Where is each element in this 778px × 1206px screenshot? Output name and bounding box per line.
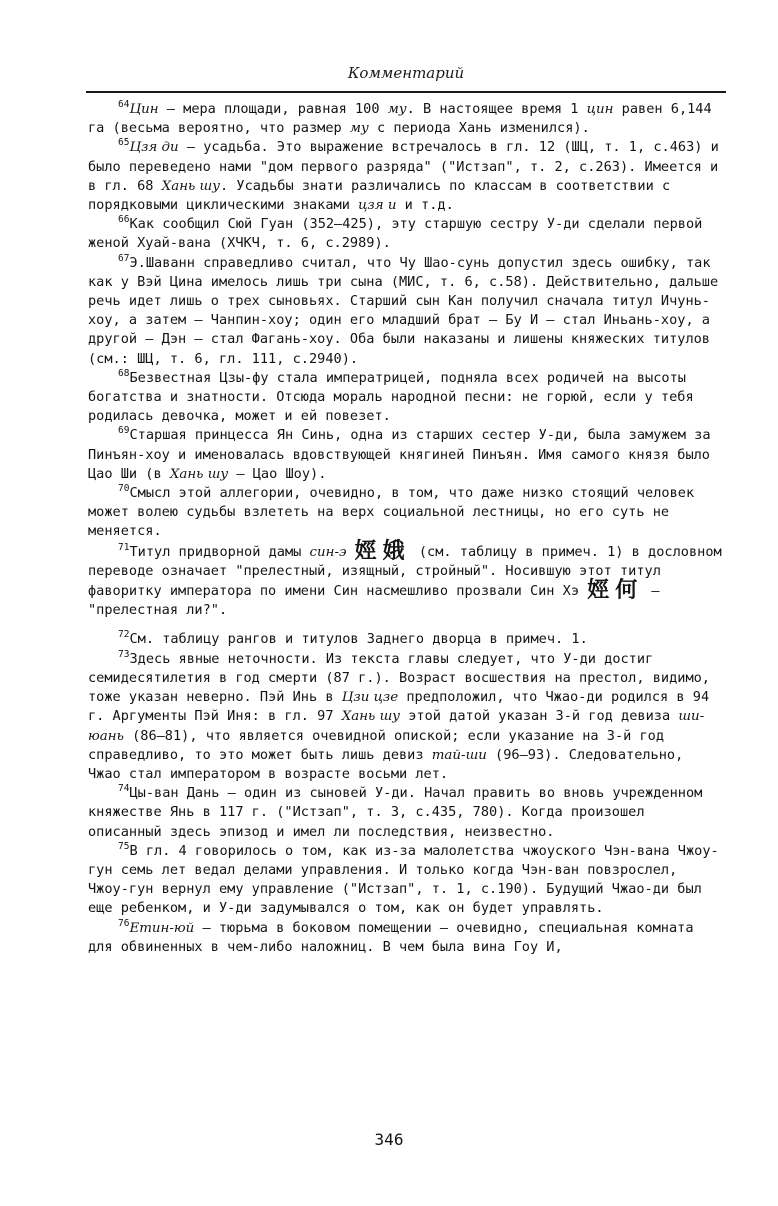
footnote-73 (88, 650, 724, 784)
term-italic: Хань шу (341, 709, 401, 725)
footnote-text: Смысл этой аллегории, очевидно, в том, что даже низко стоящий человек может волею судьбы взлететь на верх социальной лестницы, но его суть не меняется. (88, 485, 695, 540)
footnote-text: равен 6,144 га (весьма вероятно, что размер (88, 101, 712, 137)
footnote-text: и т.д. (396, 197, 454, 214)
footnote-text: (96—93). Следовательно, Чжао стал императором в возрасте восьми лет. (88, 746, 684, 782)
footnote-text: Старшая принцесса Ян Синь, одна из старших сестер У-ди, была замужем за Пинъян-хоу и именовалась вдовствующей княгиней Пинъян. Имя самого князя было Цао Ши (в (88, 427, 711, 482)
footnote-number: 74 (118, 783, 130, 795)
footnote-number: 76 (118, 917, 130, 929)
footnote-number: 64 (118, 99, 130, 110)
footnote-number: 66 (118, 214, 130, 226)
page-number: 346 (374, 1130, 404, 1149)
term-italic: ши-юань (88, 709, 705, 744)
footnote-text: Титул придворной дамы (129, 543, 310, 560)
footnote-text: Цы-ван Дань — один из сыновей У-ди. Начал править во вновь учрежденном княжестве Янь в 117 г. ("Истзап", т. 3, с.435, 780). Когда произошел описанный здесь эпизод и имел ли последствия, неизвестно. (88, 785, 703, 840)
footnote-64 (88, 100, 724, 138)
term-italic: тай-ши (431, 747, 487, 763)
commentary-body (88, 100, 724, 957)
footnote-number: 69 (118, 425, 130, 437)
term-italic: Цзя ди (129, 140, 179, 156)
footnote-66 (88, 215, 724, 253)
footnote-text: . Усадьбы знати различались по классам в соответствии с порядковыми циклическими знаками (88, 177, 671, 214)
footnote-text: См. таблицу рангов и титулов Заднего дворца в примеч. 1. (129, 631, 588, 648)
footnote-number: 72 (118, 629, 130, 641)
chinese-characters: 娙娥 (354, 537, 411, 564)
term-italic: Хань шу (169, 466, 229, 482)
term-italic: Цзи цзе (341, 690, 399, 706)
footnote-71 (88, 537, 724, 621)
term-italic: му (387, 102, 407, 117)
footnote-number: 67 (118, 252, 130, 264)
footnote-65 (88, 138, 724, 215)
footnote-number: 65 (118, 137, 130, 149)
footnote-69 (88, 426, 724, 484)
notes-group-a (88, 100, 724, 542)
term-italic: Цин (129, 102, 159, 117)
term-italic: му (349, 121, 369, 137)
footnote-text: предположил, что Чжао-ди родился в 94 г. Аргументы Пэй Иня: в гл. 97 (88, 689, 710, 725)
term-italic: цзя и (358, 198, 397, 214)
footnote-text: Здесь явные неточности. Из текста главы следует, что У-ди достиг семидесятилетия в год смерти (87 г.). Возраст восшествия на престол, видимо, тоже указан неверно. Пэй Инь в (88, 650, 710, 706)
footnote-text: — усадьба. Это выражение встречалось в гл. 12 (ШЦ, т. 1, с.463) и было переведено нами "дом первого разряда" ("Истзап", т. 2, с.263). Имеется и в гл. 68 (88, 139, 719, 194)
footnote-number: 68 (118, 367, 130, 379)
footnote-number: 71 (118, 541, 130, 553)
notes-group-b (88, 630, 724, 956)
footnote-text: (86—81), что является очевидной опиской; если указание на 3-й год справедливо, то это может быть лишь девиз (88, 727, 665, 763)
term-italic: син-э (309, 544, 347, 560)
footnote-74 (88, 784, 724, 842)
footnote-68 (88, 369, 724, 427)
term-italic: Етин-юй (129, 920, 195, 936)
footnote-number: 75 (118, 840, 130, 852)
footnote-text: — "прелестная ли?". (88, 583, 660, 619)
header-rule (86, 91, 726, 93)
footnote-text: Безвестная Цзы-фу стала императрицей, подняла всех родичей на высоты богатства и знатности. Отсюда мораль народной песни: не горюй, если у тебя родилась девочка, может и ей повезет. (88, 369, 694, 425)
footnote-75 (88, 842, 724, 919)
footnote-text: Как сообщил Сюй Гуан (352—425), эту старшую сестру У-ди сделали первой женой Хуай-вана (ХЧКЧ, т. 6, с.2989). (88, 216, 703, 252)
term-italic: Хань шу (161, 178, 221, 194)
term-italic: цин (586, 102, 614, 117)
footnote-70 (88, 484, 724, 542)
footnote-text: с периода Хань изменился). (368, 120, 590, 137)
footnote-number: 73 (118, 648, 130, 660)
footnote-text: Э.Шаванн справедливо считал, что Чу Шао-сунь допустил здесь ошибку, так как у Вэй Цина имелось лишь три сына (МИС, т. 6, с.58). Действительно, дальше речь идет лишь о трех сыновьях. Старший сын Кан получил сначала титул Ичунь-хоу, а затем — Чанпин-хоу; один его младший брат — Бу И — стал Иньань-хоу, а другой — Дэн — стал Фагань-хоу. Оба были наказаны и лишены княжеских титулов (см.: ШЦ, т. 6, гл. 111, с.2940). (88, 254, 719, 367)
chinese-characters: 娙何 (587, 577, 644, 604)
footnote-text: — мера площади, равная 100 (158, 101, 388, 117)
footnote-text: В гл. 4 говорилось о том, как из-за малолетства чжоуского Чэн-вана Чжоу-гун семь лет ведал делами управления. И только когда Чэн-ван повзрослел, Чжоу-гун вернул ему управление ("Истзап", т. 1, с.190). Будущий Чжао-ди был еще ребенком, и У-ди задумывался о том, как он будет управлять. (88, 842, 719, 917)
footnote-text: этой датой указан 3-й год девиза (400, 708, 679, 725)
running-header: Комментарий (347, 64, 465, 82)
footnote-number: 70 (118, 483, 130, 495)
footnote-text: — тюрьма в боковом помещении — очевидно, специальная комната для обвиненных в чем-либо наложниц. В чем была вина Гоу И, (88, 919, 694, 955)
footnote-text: (см. таблицу в примеч. 1) в дословном переводе означает "прелестный, изящный, стройный". Носившую этот титул фаворитку императора по имени Син насмешливо прозвали Син Хэ (88, 543, 722, 600)
footnote-72 (88, 630, 724, 649)
footnote-76 (88, 919, 724, 957)
footnote-67 (88, 254, 724, 369)
footnote-text: — Цао Шоу). (228, 465, 327, 482)
footnote-text: . В настоящее время 1 (406, 101, 587, 117)
